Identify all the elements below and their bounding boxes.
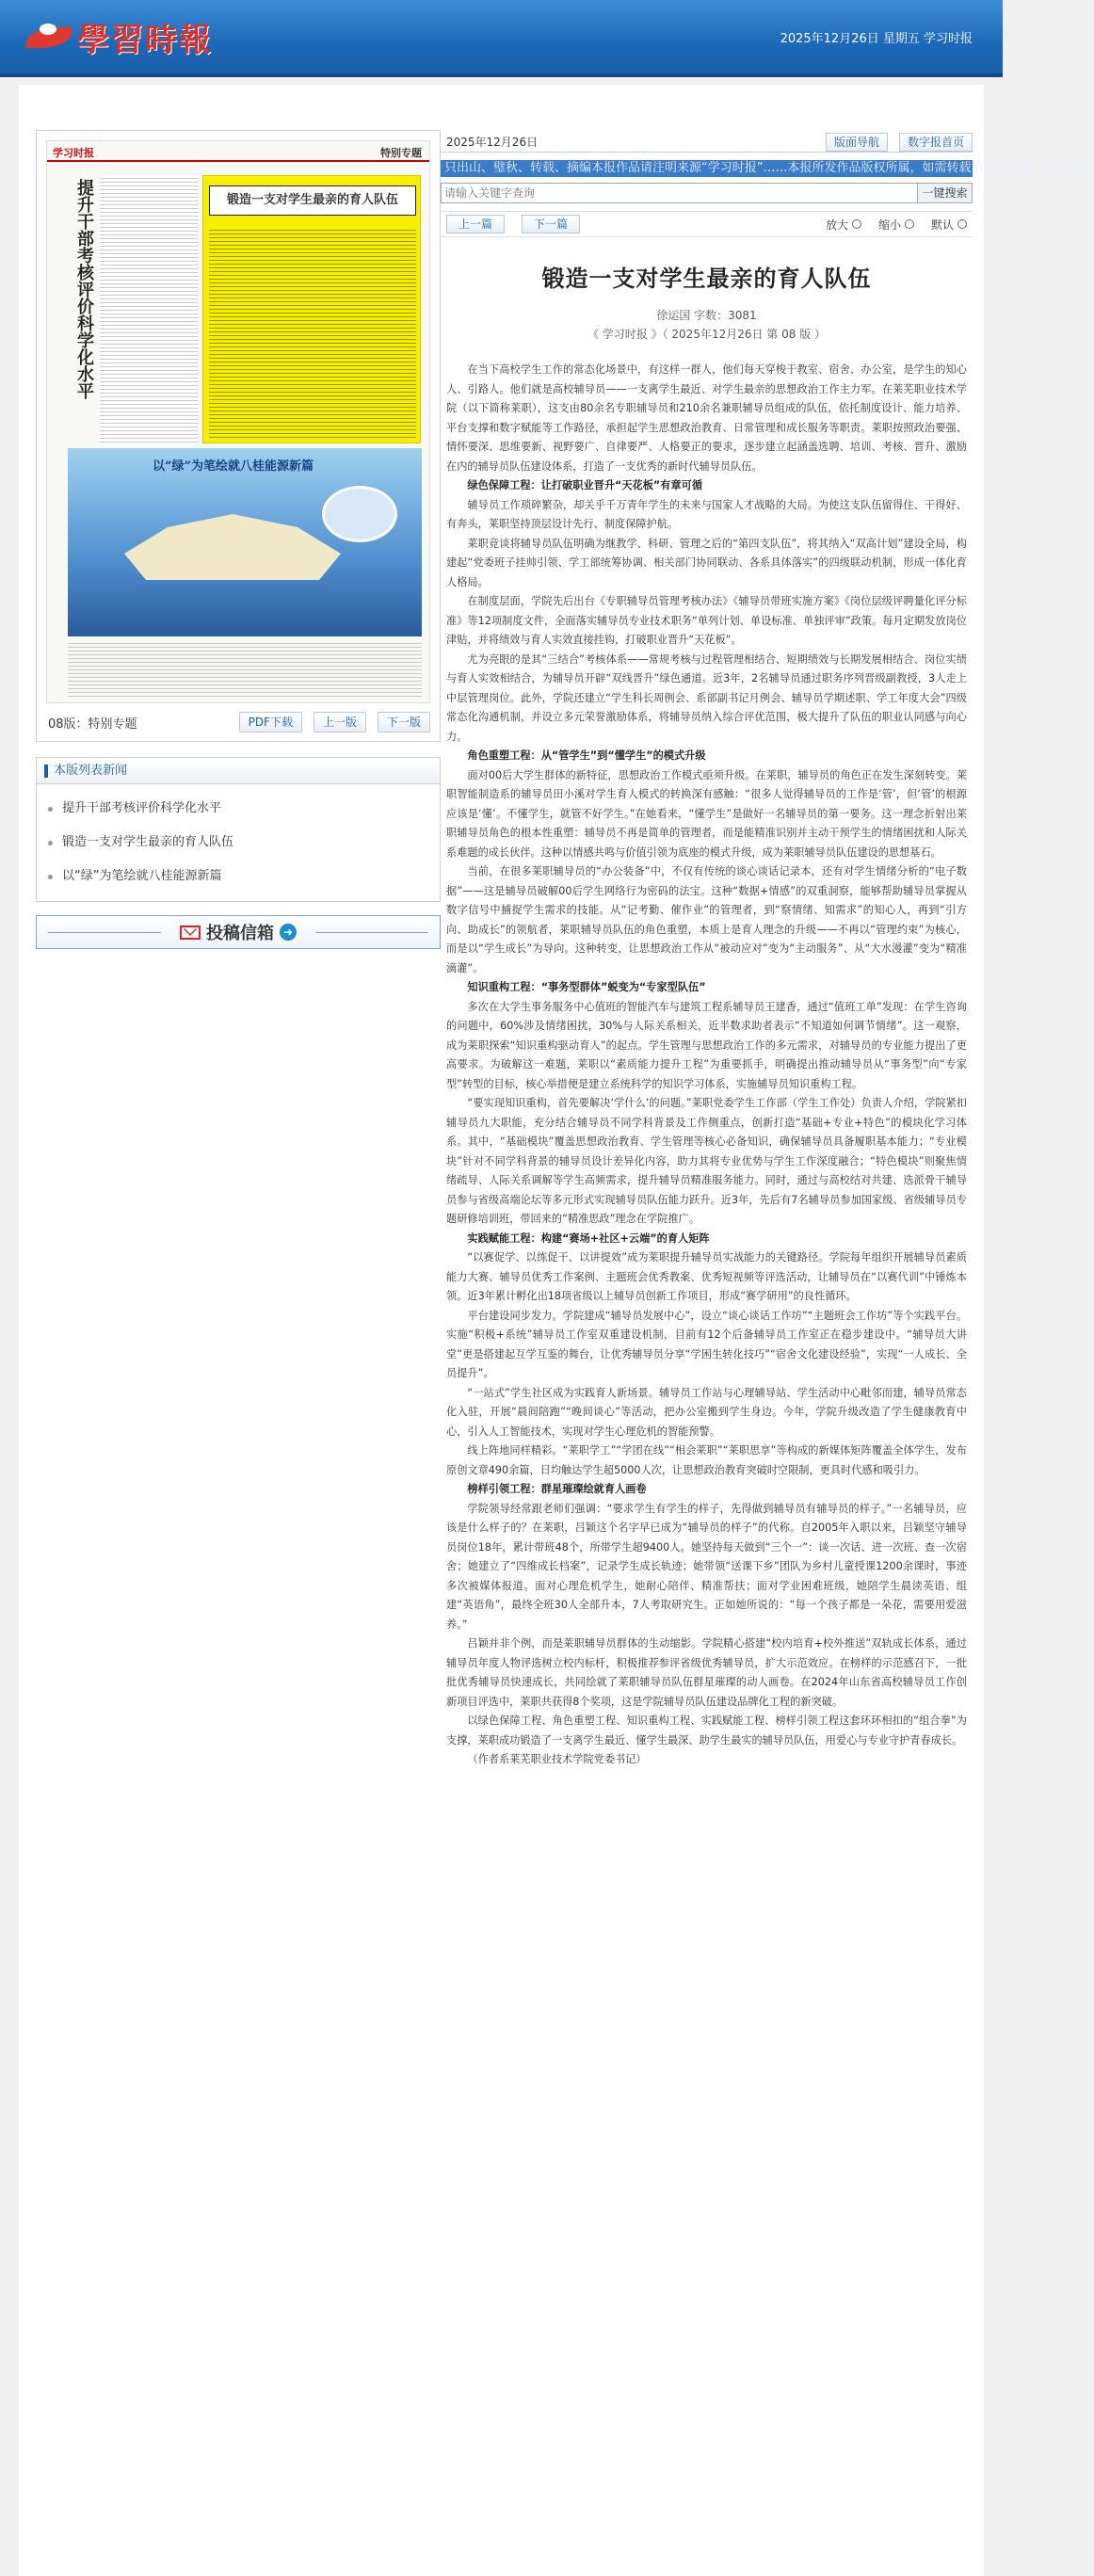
article-paragraph: 线上阵地同样精彩。“莱职学工”“学团在线”“相会莱职”“莱职思享”等构成的新媒体矩阵覆盖全体学生，发布原创文章490余篇，日均触达学生超5000人次，让思想政治教育突破时空限制，更具时代感和吸引力。 <box>446 1444 967 1476</box>
prev-article-button[interactable]: 上一篇 <box>446 215 505 233</box>
search-button[interactable]: 一键搜索 <box>918 183 973 203</box>
search-bar <box>441 183 973 203</box>
article-paragraph: 在当下高校学生工作的常态化场景中，有这样一群人，他们每天穿梭于教室、宿舍、办公室，是学生的知心人、引路人。他们就是高校辅导员——一支离学生最近、对学生最亲的思想政治工作主力军。在莱芜职业技术学院（以下简称莱职），这支由80余名专职辅导员和210余名兼职辅导员组成的队伍，依托制度设计、能力培养、平台支撑和数字赋能等工作路径，承担起学生思想政治教育、日常管理和成长服务等职责。莱职按照政治要强、情怀要深、思维要新、视野要广、自律要严、人格要正的要求，逐步建立起涵盖选聘、培训、考核、晋升、激励在内的辅导员队伍建设体系，打造了一支优秀的新时代辅导员队伍。 <box>446 363 967 473</box>
site-logo[interactable] <box>26 13 213 60</box>
page-preview-frame <box>36 130 441 742</box>
left-column <box>36 130 441 949</box>
list-header-bar-icon <box>44 765 48 778</box>
article-meta <box>441 306 973 344</box>
zoom-out-label: 缩小 <box>877 217 901 232</box>
search-input[interactable] <box>441 183 918 203</box>
article-subheading: 实践赋能工程：构建“赛场+社区+云端”的育人矩阵 <box>467 1232 710 1245</box>
scrolling-notice: 只出山、璧秋、转载、摘编本报作品请注明来源“学习时报”……本报所发作品版权所属，如需转载请注明来源“学习时报” <box>441 160 973 177</box>
article-paragraph: 以绿色保障工程、角色重塑工程、知识重构工程、实践赋能工程、榜样引领工程这套环环相扣的“组合拳”为支撑，莱职成功锻造了一支离学生最近、懂学生最深、助学生最实的辅导员队伍，用爱心与专业守护青春成长。 <box>446 1715 967 1747</box>
header-date: 2025年12月26日 星期五 学习时报 <box>780 32 973 46</box>
article-paragraph: “要实现知识重构，首先要解决‘学什么’的问题。”莱职党委学生工作部（学生工作处）负责人介绍，学院紧扣辅导员九大职能，充分结合辅导员不同学科背景及工作侧重点，创新打造“基础+专业+特色”的模块化学习体系。其中，“基础模块”覆盖思想政治教育、学生管理等核心必备知识，确保辅导员具备履职基本能力；“专业模块”针对不同学科背景的辅导员设计差异化内容，助力其将专业优势与学生工作深度融合；“特色模块”则聚焦情绪疏导、人际关系调解等学生高频需求，提升辅导员精准服务能力。同时，通过与高校结对共建、选派骨干辅导员参与省级高端论坛等多元形式实现辅导员队伍能力跃升。近3年，先后有7名辅导员参加国家级、省级辅导员专题研修培训班，带回来的“精准思政”理念在学院推广。 <box>446 1097 967 1225</box>
zoom-default-icon <box>957 219 967 229</box>
article-paragraph: 多次在大学生事务服务中心值班的智能汽车与建筑工程系辅导员王建香，通过“值班工单”发现：在学生咨询的问题中，60%涉及情绪困扰，30%与人际关系相关，近半数求助者表示“不知道如何调节情绪”。这一观察，成为莱职探索“知识重构驱动育人”的起点。学生管理与思想政治工作的多元需求，对辅导员的专业能力提出了更高要求。为破解这一难题，莱职以“素质能力提升工程”为重要抓手，明确提出推动辅导员从“事务型”向“专家型”转型的目标，核心举措便是建立系统科学的知识学习体系，实施辅导员知识重构工程。 <box>446 1000 967 1090</box>
article-paragraph: （作者系莱芜职业技术学院党委书记） <box>467 1753 647 1765</box>
logo-bird-icon <box>26 22 72 52</box>
prev-edition-button[interactable]: 上一版 <box>314 712 366 733</box>
article-paragraph: “以赛促学、以练促干、以讲提效”成为莱职提升辅导员实战能力的关键路径。学院每年组织开展辅导员素质能力大赛、辅导员优秀工作案例、主题班会优秀教案、优秀短视频等评选活动，让辅导员在“以赛代训”中锤炼本领。近3年累计孵化出18项省级以上辅导员创新工作项目，形成“赛学研用”的良性循环。 <box>446 1251 967 1302</box>
paper-article-area[interactable] <box>202 175 421 443</box>
pdf-download-button[interactable]: PDF下载 <box>239 712 302 733</box>
news-list-item[interactable] <box>48 792 440 826</box>
next-edition-button[interactable]: 下一版 <box>378 712 430 733</box>
article-subheading: 角色重塑工程：从“管学生”到“懂学生”的模式升级 <box>467 749 706 762</box>
paper-yellow-text <box>209 227 416 440</box>
paper-photo-article[interactable] <box>68 448 422 636</box>
arrow-right-icon: ➜ <box>280 924 297 941</box>
article-byline: 徐运国 字数：3081 <box>656 309 757 322</box>
mailbox-label: 投稿信箱 <box>206 924 274 943</box>
bullet-icon <box>48 807 53 812</box>
article-topbar <box>441 132 973 153</box>
news-list-item-label[interactable]: 以“绿”为笔绘就八桂能源新篇 <box>62 869 222 883</box>
paper-text-columns <box>100 175 198 443</box>
news-list-item[interactable] <box>48 860 440 894</box>
issue-date: 2025年12月26日 <box>446 136 539 149</box>
right-column <box>441 132 1094 1770</box>
newspaper-page-image[interactable] <box>46 140 430 703</box>
paper-photo-shape <box>124 514 341 580</box>
article-paragraph: 在制度层面，学院先后出台《专职辅导员管理考核办法》《辅导员带班实施方案》《岗位层级评聘量化评分标准》等12项制度文件，全面落实辅导员专业技术职务“单列计划、单设标准、单独评审”政策。每月定期发放岗位津贴，并将绩效与育人实效直接挂钩，打破职业晋升“天花板”。 <box>446 595 967 646</box>
paper-yellow-headline: 锻造一支对学生最亲的育人队伍 <box>209 185 416 216</box>
article-paragraph: 尤为亮眼的是其“三结合”考核体系——常规考核与过程管理相结合、短期绩效与长期发展相结合、岗位实绩与育人实效相结合，为辅导员开辟“双线晋升”绿色通道。近3年，2名辅导员通过职务序列晋级副教授，3人走上中层管理岗位。此外，学院还建立“学生科长周例会、系部副书记月例会、辅导员学期述职、学工年度大会”四级常态化沟通机制，并设立多元荣誉激励体系，将辅导员纳入综合评优范围，极大提升了队伍的职业认同感与向心力。 <box>446 652 967 743</box>
envelope-icon <box>180 926 201 940</box>
digital-home-button[interactable]: 数字报首页 <box>899 133 973 152</box>
site-header <box>0 0 1003 77</box>
article-paragraph: 当前，在很多莱职辅导员的“办公装备”中，不仅有传统的谈心谈话记录本，还有对学生情绪分析的“电子数据”——这是辅导员破解00后学生网络行为密码的法宝。这种“数据+情感”的双重洞察，能够帮助辅导员掌握从数字信号中捕捉学生需求的技能。从“记考勤、催作业”的管理者，到“察情绪、知需求”的知心人，再到“引方向、助成长”的领航者，莱职辅导员队伍的角色重塑，本质上是育人理念的升级——不再以“管理约束”为核心，而是以“学生成长”为导向。这种转变，让思想政治工作从“被动应对”变为“主动服务”、从“大水漫灌”变为“精准滴灌”。 <box>446 865 967 974</box>
next-article-button[interactable]: 下一篇 <box>522 215 580 233</box>
paper-photo-inset <box>322 486 397 542</box>
bullet-icon <box>48 875 53 879</box>
zoom-default-button[interactable] <box>931 217 967 233</box>
edition-news-list <box>36 757 441 902</box>
news-list-item-label[interactable]: 提升干部考核评价科学化水平 <box>62 801 222 815</box>
layout-nav-button[interactable]: 版面导航 <box>826 133 888 152</box>
article-paragraph: 面对00后大学生群体的新特征，思想政治工作模式亟须升级。在莱职，辅导员的角色正在发生深刻转变。莱职智能制造系的辅导员田小溪对学生育人模式的转换深有感触：“很多人觉得辅导员的工作是‘管’，但‘管’的根源应该是‘懂’。不懂学生，就管不好学生。”在她看来，“懂学生”是做好一名辅导员的第一要务。这一理念折射出莱职辅导员角色的根本性重塑：辅导员不再是简单的管理者，而是能精准识别并主动干预学生的情绪困扰和人际关系难题的成长伙伴。这种以情感共鸣与价值引领为底座的模式升级，成为莱职辅导员队伍建设的思想基石。 <box>446 768 967 859</box>
article-paragraph: 平台建设同步发力。学院建成“辅导员发展中心”，设立“谈心谈话工作坊”“主题班会工作坊”等个实践平台。实施“积极+系统”辅导员工作室双重建设机制，目前有12个后备辅导员工作室正在稳步建设中。“辅导员大讲堂”更是搭建起互学互鉴的舞台，让优秀辅导员分享“学困生转化技巧”“宿舍文化建设经验”，实现“一人成长、全员提升”。 <box>446 1309 967 1379</box>
logo-text: 學習時報 <box>77 21 213 59</box>
article-subheading: 榜样引领工程：群星璀璨绘就育人画卷 <box>467 1483 647 1495</box>
zoom-in-label: 放大 <box>825 217 848 232</box>
paper-edition-label: 特别专题 <box>380 147 422 159</box>
article-paragraph: 学院领导经常跟老师们强调：“要求学生有学生的样子，先得做到辅导员有辅导员的样子。”一名辅导员，应该是什么样子的？在莱职，吕颖这个名字早已成为“辅导员的样子”的代称。自2005年入职以来，吕颖坚守辅导员岗位18年，累计带班48个，所带学生超9400人。她坚持每天做到“三个一”：谈一次话、进一次班、查一次宿舍；她建立了“四维成长档案”，记录学生成长轨迹；她带领“送课下乡”团队为乡村儿童授课1200余课时，事迹多次被媒体报道。面对心理危机学生，她耐心陪伴、精准帮扶；面对学业困难班级，她陪学生晨读英语、组建“英语角”，最终全班30人全部升本，7人考取研究生。正如她所说的：“每一个孩子都是一朵花，需要用爱滋养。” <box>446 1502 967 1631</box>
paper-masthead-name: 学习时报 <box>53 147 94 159</box>
news-list-title: 本版列表新闻 <box>54 763 128 778</box>
article-subheading: 绿色保障工程：让打破职业晋升“天花板”有章可循 <box>467 479 703 491</box>
zoom-out-button[interactable] <box>878 217 914 233</box>
article-paragraph: 辅导员工作琐碎繁杂，却关乎千万青年学生的未来与国家人才战略的大局。为使这支队伍留得住、干得好、有奔头，莱职坚持顶层设计先行、制度保障护航。 <box>446 498 967 530</box>
paper-vertical-headline[interactable]: 提升干部考核评价科学化水平 <box>74 179 94 399</box>
article-source: 《 学习时报 》（ 2025年12月26日 第 08 版 ） <box>587 328 827 341</box>
zoom-in-button[interactable] <box>826 217 861 233</box>
content-wrapper <box>19 85 1094 2576</box>
article-toolbar <box>441 211 973 237</box>
article-body <box>441 361 973 1770</box>
news-list-item[interactable] <box>48 826 440 860</box>
article-paragraph: “一站式”学生社区成为实践育人新场景。辅导员工作站与心理辅导站、学生活动中心毗邻而建，辅导员常态化入驻，开展“晨间陪跑”“晚间谈心”等活动，把办公室搬到学生身边。今年，学院升级改造了学生健康教育中心，引入人工智能技术，实现对学生心理危机的智能预警。 <box>446 1386 967 1438</box>
edition-label: 08版：特别专题 <box>48 716 137 732</box>
article-paragraph: 吕颖并非个例，而是莱职辅导员群体的生动缩影。学院精心搭建“校内培育+校外推送”双轨成长体系，通过辅导员年度人物评选树立校内标杆，积极推荐参评省级优秀辅导员，扩大示范效应。在榜样的示范感召下，一批批优秀辅导员快速成长，共同绘就了莱职辅导员队伍群星璀璨的动人画卷。在2024年山东省高校辅导员工作创新项目评选中，莱职共获得8个奖项，这是学院辅导员队伍建设品牌化工程的新突破。 <box>446 1637 967 1708</box>
article-title: 锻造一支对学生最亲的育人队伍 <box>541 266 872 292</box>
paper-masthead <box>47 141 429 162</box>
zoom-default-label: 默认 <box>930 217 954 232</box>
zoom-out-icon <box>905 219 914 229</box>
submission-mailbox-button[interactable] <box>36 915 441 949</box>
news-list-item-label[interactable]: 锻造一支对学生最亲的育人队伍 <box>62 835 234 849</box>
zoom-in-icon <box>852 219 861 229</box>
bullet-icon <box>48 841 53 845</box>
article-subheading: 知识重构工程：“事务型群体”蜕变为“专家型队伍” <box>467 981 706 993</box>
news-list-header <box>37 758 440 784</box>
page-bar <box>46 711 430 733</box>
article-paragraph: 莱职竞谈将辅导员队伍明确为继教学、科研、管理之后的“第四支队伍”，将其纳入“双高计划”建设全局，构建起“党委班子挂帅引领、学工部统筹协调、相关部门协同联动、各系具体落实”的四级联动机制，形成一体化育人格局。 <box>446 537 967 588</box>
paper-blue-headline: 以“绿”为笔绘就八桂能源新篇 <box>153 459 314 474</box>
paper-bottom-text <box>68 640 422 697</box>
